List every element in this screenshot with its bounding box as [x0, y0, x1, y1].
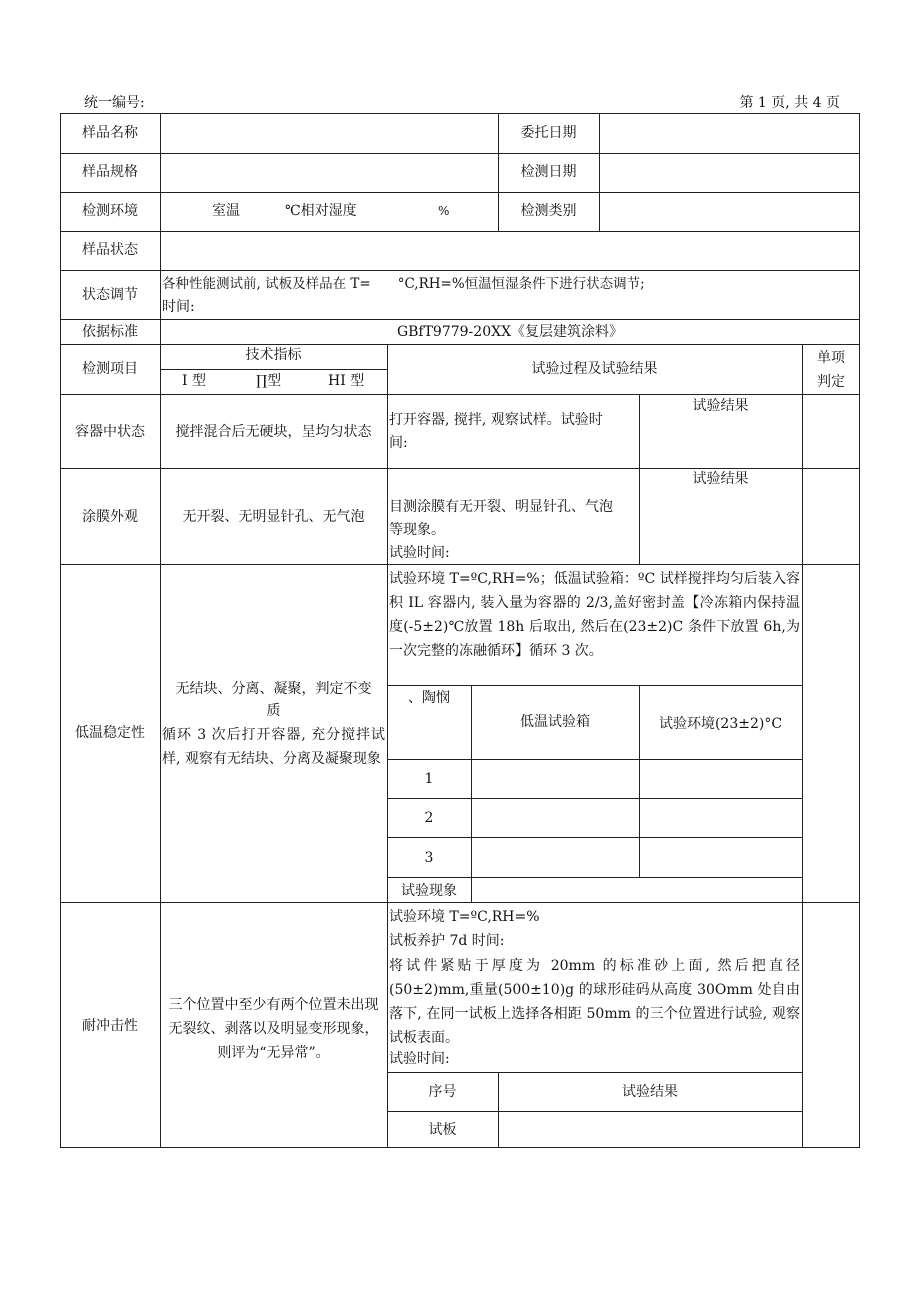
impact-curing: 试板养护 7d 时间:	[389, 933, 505, 949]
test-date-label: 检测日期	[520, 164, 577, 180]
single-judge-header-2: 判定	[817, 374, 845, 390]
state-adjust-time: 时间:	[162, 299, 195, 315]
test-env-header: 试验环境(23±2)°C	[658, 716, 783, 732]
tech-index-header: 技术指标	[245, 347, 302, 363]
sample-state-label: 样品状态	[82, 242, 138, 258]
test-env-label: 检测环境	[82, 203, 138, 219]
room-temp-label: 室温	[212, 203, 240, 219]
process-result-header: 试验过程及试验结果	[531, 361, 658, 377]
low-temp-box-header: 低温试验箱	[520, 714, 590, 730]
type-2-header: ∏型	[256, 373, 282, 389]
sample-name-label: 样品名称	[82, 125, 138, 141]
impact-spec: 三个位置中至少有两个位置未出现无裂纹、剥落以及明显变形现象，则评为“无异常”。	[168, 997, 379, 1061]
standard-value: GBfT9779-20XX《复层建筑涂料》	[396, 324, 624, 340]
state-adjust-label: 状态调节	[82, 287, 138, 303]
film-appearance-spec: 无开裂、无明显针孔、无气泡	[182, 509, 365, 525]
container-state-spec: 搅拌混合后无硬块，呈均匀状态	[175, 424, 372, 440]
humidity-label: ℃相对湿度	[285, 203, 357, 219]
sample-spec-label: 样品规格	[82, 164, 138, 180]
single-judge-header-1: 单项	[817, 350, 845, 366]
test-item-header: 检测项目	[82, 361, 138, 377]
impact-env: 试验环境 T=ºC,RH=%	[389, 909, 540, 925]
container-state-label: 容器中状态	[75, 424, 145, 440]
phenomenon-label: 试验现象	[401, 883, 457, 899]
container-process-2: 间:	[389, 435, 408, 451]
page-info: 第 1 页, 共 4 页	[739, 95, 840, 111]
low-temp-spec-2: 质	[266, 703, 281, 719]
film-process-2: 等现象。	[389, 522, 445, 538]
film-process-3: 试验时间:	[389, 545, 450, 561]
test-category-label: 检测类别	[520, 203, 577, 219]
impact-result-header: 试验结果	[622, 1084, 678, 1100]
serial-number-label: 统一编号:	[84, 95, 145, 111]
low-temp-process: 试验环境 T=ºC,RH=%；低温试验箱：ºC 试样搅拌均匀后装入容积 IL 容器内, 装入量为容器的 2/3,盖好密封盖【冷冻箱内保持温度(-5±2)℃放置 18h 后取出, 然后在(23±2)C 条件下放置 6h,为一次完整的冻融循环】循环 3 次。	[389, 571, 800, 659]
basis-standard-label: 依据标准	[82, 324, 138, 340]
commission-date-label: 委托日期	[520, 125, 577, 141]
cycle-col-header: 、陶悯	[408, 690, 450, 706]
film-process-1: 目测涂膜有无开裂、明显针孔、气泡	[389, 499, 613, 515]
impact-panel-row: 试板	[428, 1122, 457, 1138]
film-appearance-label: 涂膜外观	[82, 509, 138, 525]
film-result-label: 试验结果	[692, 471, 749, 487]
state-adjust-text: 各种性能测试前, 试板及样品在 T= °C,RH=%恒温恒湿条件下进行状态调节;	[162, 276, 645, 292]
impact-process: 将试件紧贴于厚度为 20mm 的标准砂上面, 然后把直径(50±2)mm,重量(500±10)g 的球形硅码从高度 30Omm 处自由落下, 在同一试板上选择各相距 50mm 的三个位置进行试验, 观察试板表面。	[389, 958, 800, 1046]
container-process-1: 打开容器, 搅拌, 观察试样。试验时	[389, 412, 603, 428]
test-record-table	[60, 113, 860, 1148]
low-temp-label: 低温稳定性	[75, 725, 145, 741]
impact-label: 耐冲击性	[82, 1018, 138, 1034]
low-temp-spec-1: 无结块、分离、凝聚，判定不变	[175, 681, 372, 697]
container-result-label: 试验结果	[692, 398, 749, 414]
cycle-2: 2	[424, 810, 434, 826]
cycle-1: 1	[424, 771, 434, 787]
impact-time-label: 试验时间:	[389, 1051, 450, 1067]
low-temp-spec-3: 循环 3 次后打开容器, 充分搅拌试样, 观察有无结块、分离及凝聚现象	[162, 727, 385, 767]
type-1-header: I 型	[182, 373, 206, 389]
type-3-header: HI 型	[328, 373, 365, 389]
cycle-3: 3	[424, 850, 434, 866]
impact-no-header: 序号	[428, 1084, 457, 1100]
humidity-percent: %	[438, 204, 450, 218]
